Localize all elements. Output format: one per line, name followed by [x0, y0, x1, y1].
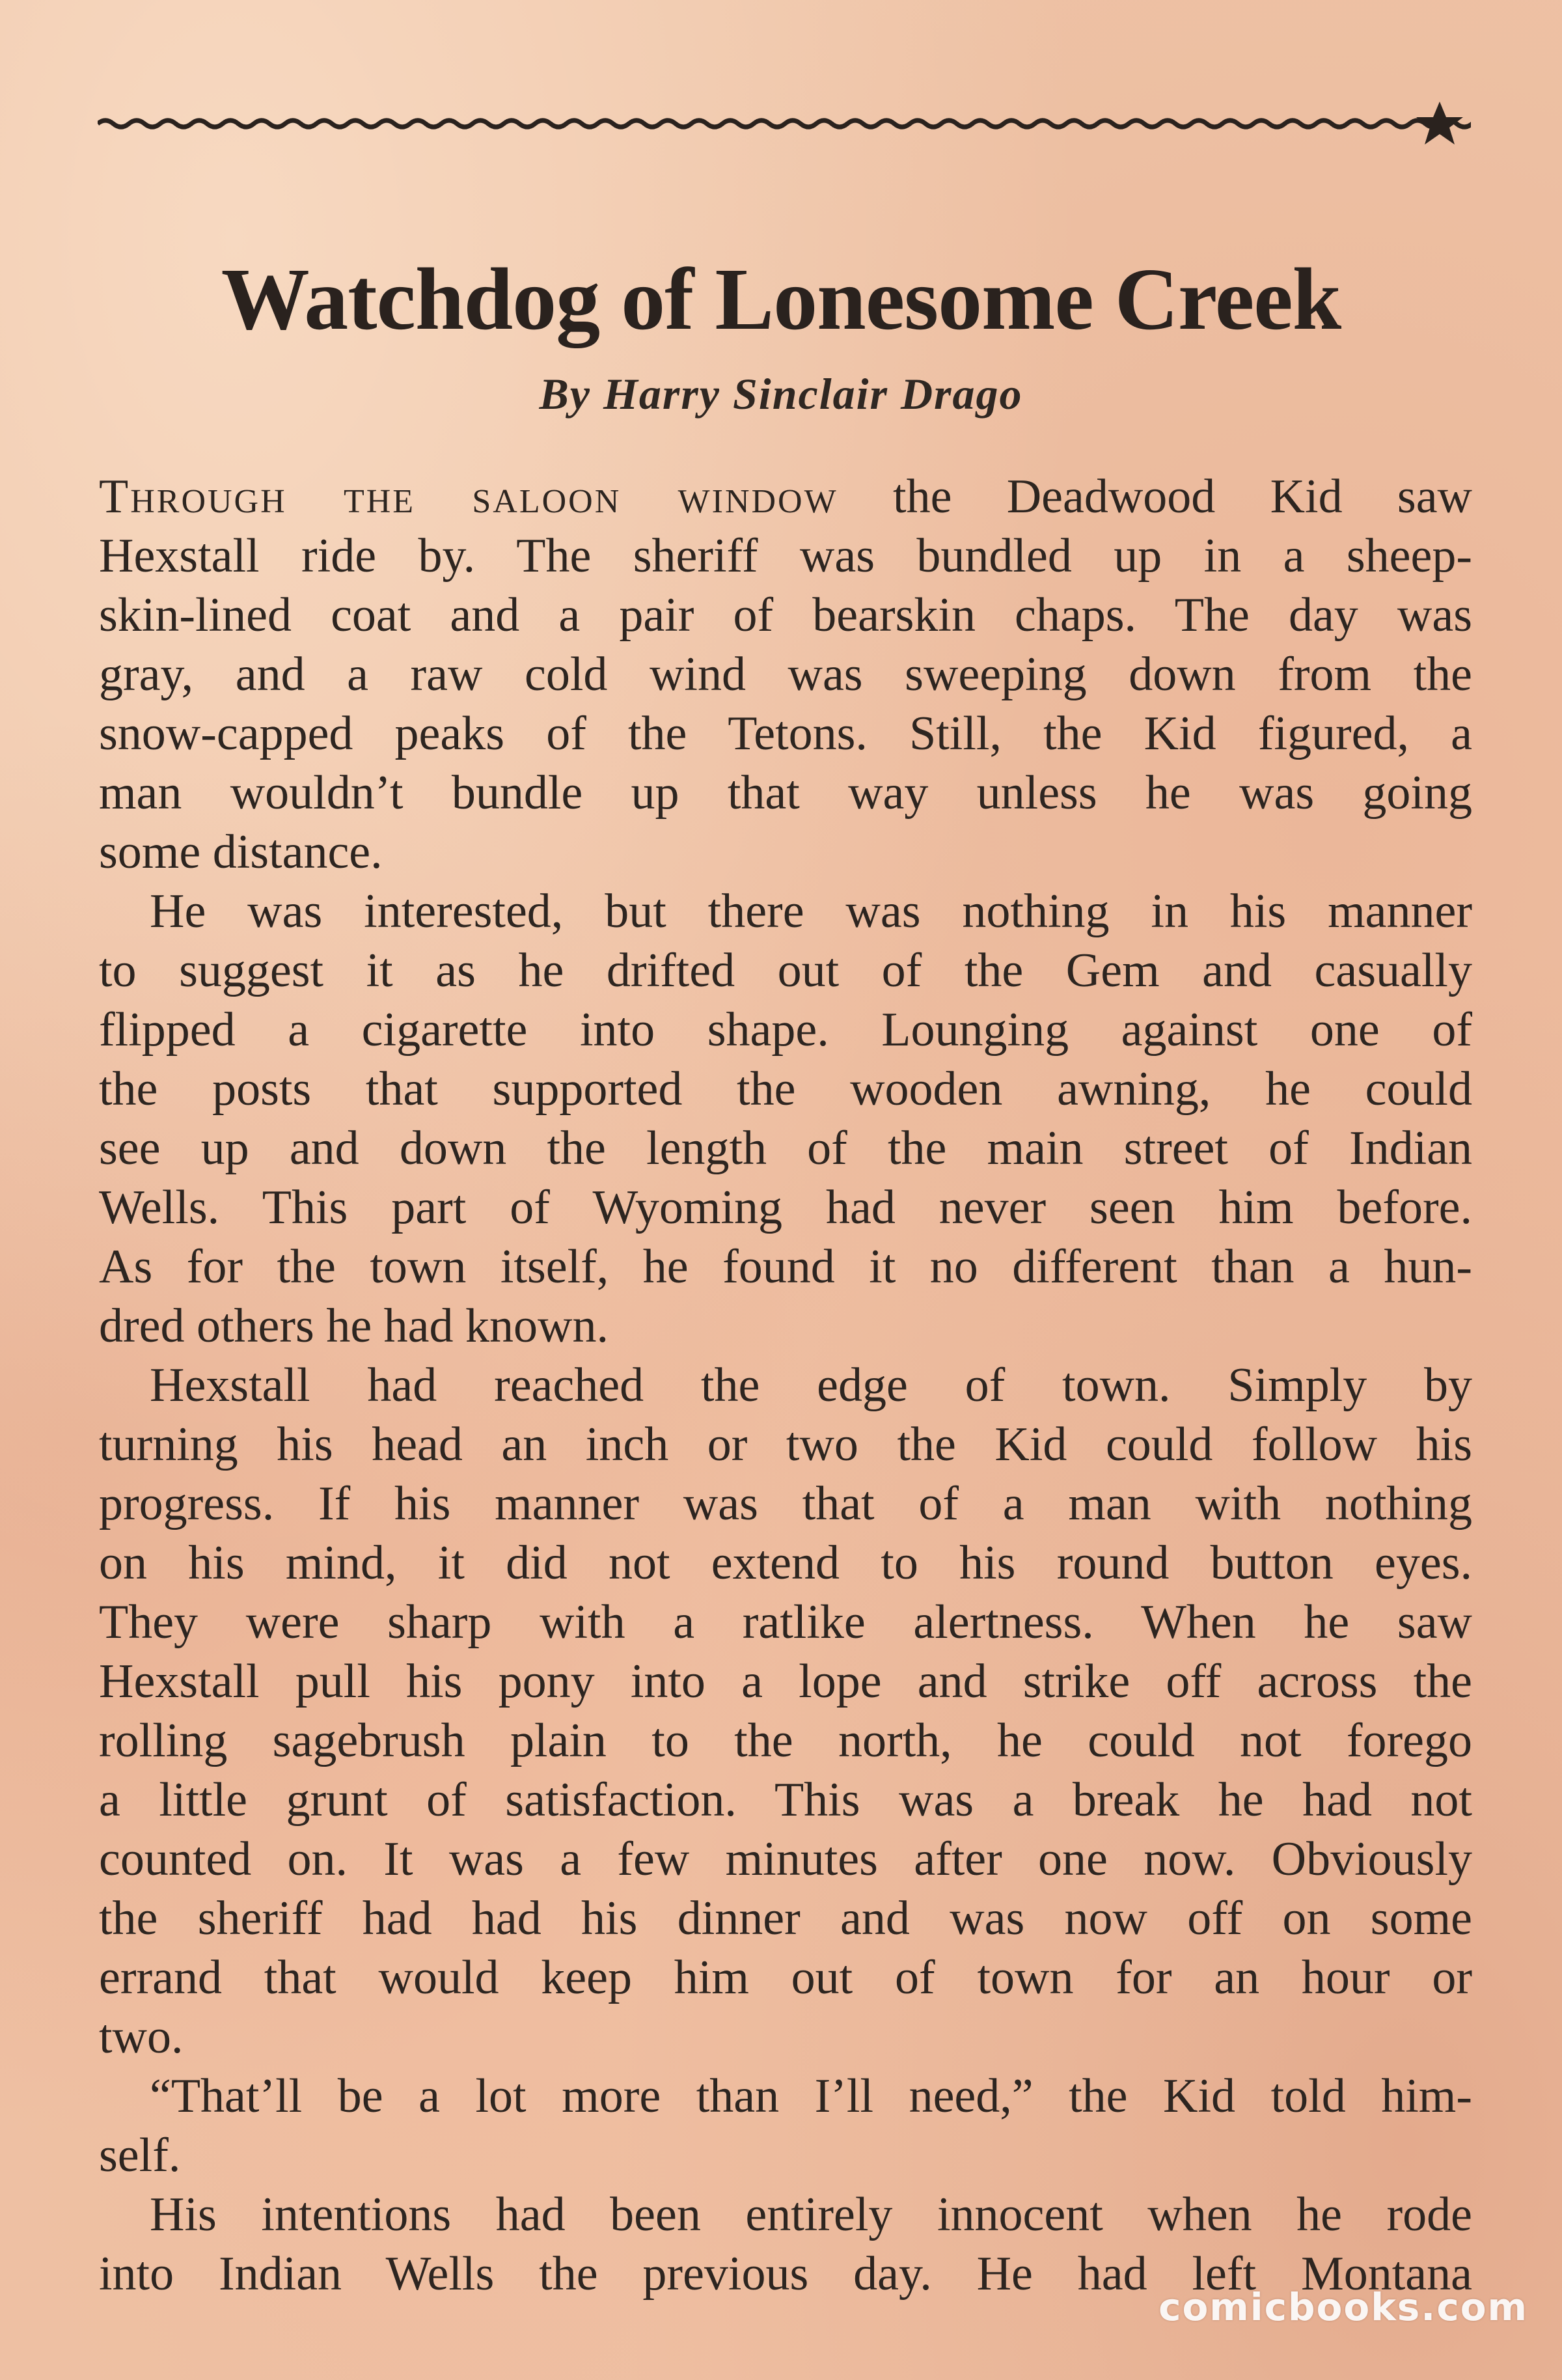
star-rule-ornament — [98, 98, 1471, 150]
text-line: dred others he had known. — [99, 1299, 609, 1353]
text-line: Hexstall pull his pony into a lope and strike off across the — [99, 1655, 1472, 1708]
text-line: on his mind, it did not extend to his round button eyes. — [99, 1536, 1472, 1590]
text-line: As for the town itself, he found it no different than a hun- — [99, 1240, 1472, 1294]
text-line — [99, 467, 1472, 527]
text-line: He was interested, but there was nothing in his manner — [150, 885, 1472, 938]
text-line: Hexstall had reached the edge of town. Simply by — [150, 1359, 1472, 1412]
text-line: counted on. It was a few minutes after one now. Obviously — [99, 1833, 1472, 1886]
story-title: Watchdog of Lonesome Creek — [221, 251, 1341, 348]
text-line: some distance. — [99, 825, 383, 879]
text-line: errand that would keep him out of town for an hour or — [99, 1951, 1472, 2004]
text-line: the sheriff had had his dinner and was now off on some — [99, 1892, 1472, 1945]
text-line: flipped a cigarette into shape. Lounging against one of — [99, 1003, 1472, 1057]
text-line: the posts that supported the wooden awning, he could — [99, 1062, 1472, 1116]
watermark-logo: comicbooks.com — [1158, 2285, 1528, 2329]
text-line: progress. If his manner was that of a man with nothing — [99, 1477, 1472, 1530]
paragraph-2 — [99, 882, 1472, 1356]
text-line: “That’ll be a lot more than I’ll need,” the Kid told him- — [150, 2069, 1472, 2123]
paragraph-3 — [99, 1356, 1472, 2067]
text-line: a little grunt of satisfaction. This was a break he had not — [99, 1773, 1472, 1827]
wavy-rule-icon — [98, 98, 1471, 150]
text-line: see up and down the length of the main street of Indian — [99, 1122, 1472, 1175]
lead-in-smallcaps: Through the saloon window — [99, 470, 838, 523]
story-byline: By Harry Sinclair Drago — [539, 369, 1023, 419]
text-line: Wells. This part of Wyoming had never seen him before. — [99, 1181, 1472, 1234]
text-line: self. — [99, 2129, 181, 2182]
text-line: gray, and a raw cold wind was sweeping down from the — [99, 648, 1472, 701]
paragraph-4 — [99, 2067, 1472, 2185]
text-line: to suggest it as he drifted out of the Gem and casually — [99, 944, 1472, 997]
text-line: They were sharp with a ratlike alertness. When he saw — [99, 1596, 1472, 1649]
text-line: turning his head an inch or two the Kid could follow his — [99, 1418, 1472, 1471]
text-line: rolling sagebrush plain to the north, he could not forego — [99, 1714, 1472, 1767]
text-span: the Deadwood Kid saw — [838, 470, 1473, 523]
text-line: skin-lined coat and a pair of bearskin chaps. The day was — [99, 588, 1472, 642]
text-line: snow-capped peaks of the Tetons. Still, the Kid figured, a — [99, 707, 1472, 760]
text-line: two. — [99, 2010, 184, 2064]
text-line: His intentions had been entirely innocent when he rode — [150, 2188, 1472, 2241]
text-line: Hexstall ride by. The sheriff was bundled up in a sheep- — [99, 529, 1472, 583]
text-line: into Indian Wells the previous day. He had left Montana — [99, 2247, 1472, 2301]
paragraph-1 — [99, 467, 1472, 882]
text-line: man wouldn’t bundle up that way unless he was going — [99, 766, 1472, 820]
story-body — [99, 467, 1472, 2304]
